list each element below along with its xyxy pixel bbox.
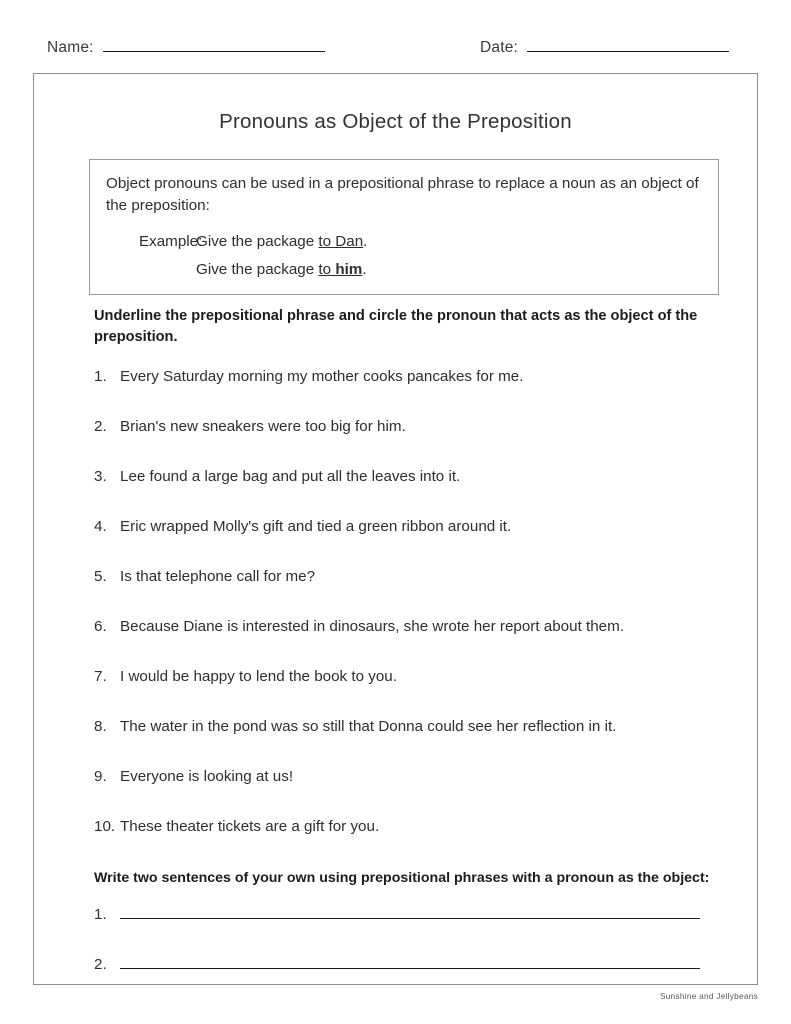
question-number: 7. [94,668,107,685]
example-two-underlined-bold-pronoun: him [335,261,363,279]
question-number: 1. [94,368,107,385]
name-write-line[interactable] [103,38,325,52]
question-text: The water in the pond was so still that Donna could see her reflection in it. [120,718,617,735]
question-item [94,768,734,818]
question-number: 5. [94,568,107,585]
question-item [94,368,734,418]
question-item [94,718,734,768]
date-write-line[interactable] [527,38,729,52]
rule-example-box [89,159,719,295]
question-item [94,468,734,518]
example-label-spacer [106,261,196,278]
example-sentence-one [196,233,702,250]
question-list [94,368,734,868]
question-text: Every Saturday morning my mother cooks pancakes for me. [120,368,524,385]
rule-text: Object pronouns can be used in a prepositional phrase to replace a noun as an object of the preposition: [106,175,699,214]
name-label: Name: [47,39,94,56]
question-text: These theater tickets are a gift for you. [120,818,380,835]
write-prompt-text: Write two sentences of your own using prepositional phrases with a pronoun as the object: [94,870,710,886]
date-label: Date: [480,39,519,56]
question-text: Is that telephone call for me? [120,568,316,585]
example-two-underlined-preposition: to [318,261,336,279]
question-item [94,568,734,618]
name-field [47,38,325,57]
footer-credit: Sunshine and Jellybeans [660,992,758,1001]
answer-write-line[interactable] [120,906,700,919]
question-number: 4. [94,518,107,535]
page-title: Pronouns as Object of the Preposition [219,110,572,133]
question-number: 2. [94,418,107,435]
worksheet-sheet [33,73,758,985]
question-number: 8. [94,718,107,735]
example-two-trailing: . [362,261,367,279]
worksheet-header [0,38,791,68]
question-number: 6. [94,618,107,635]
directions-text: Underline the prepositional phrase and circle the pronoun that acts as the object of the preposition. [94,308,698,346]
question-item [94,418,734,468]
question-text: Everyone is looking at us! [120,768,294,785]
example-label: Example: [139,233,203,251]
answer-write-line[interactable] [120,956,700,969]
answer-row [94,906,734,956]
example-one-lead: Give the package [196,233,319,251]
question-item [94,518,734,568]
question-text: Because Diane is interested in dinosaurs, she wrote her report about them. [120,618,624,635]
example-sentence-two [196,261,702,278]
date-field [480,38,729,57]
question-number: 3. [94,468,107,485]
question-number: 9. [94,768,107,785]
example-row-two [106,261,702,278]
question-item [94,818,734,868]
question-item [94,618,734,668]
question-text: Brian's new sneakers were too big for him. [120,418,406,435]
question-text: Eric wrapped Molly's gift and tied a green ribbon around it. [120,518,512,535]
question-item [94,668,734,718]
question-text: Lee found a large bag and put all the leaves into it. [120,468,461,485]
question-text: I would be happy to lend the book to you. [120,668,397,685]
example-one-underlined-phrase: to Dan [318,233,364,251]
answer-number: 1. [94,906,107,923]
answer-number: 2. [94,956,107,973]
question-number: 10. [94,818,116,835]
example-one-trailing: . [363,233,368,251]
example-two-lead: Give the package [196,261,319,279]
answer-line-list [94,906,734,1006]
example-row-one [106,233,702,250]
